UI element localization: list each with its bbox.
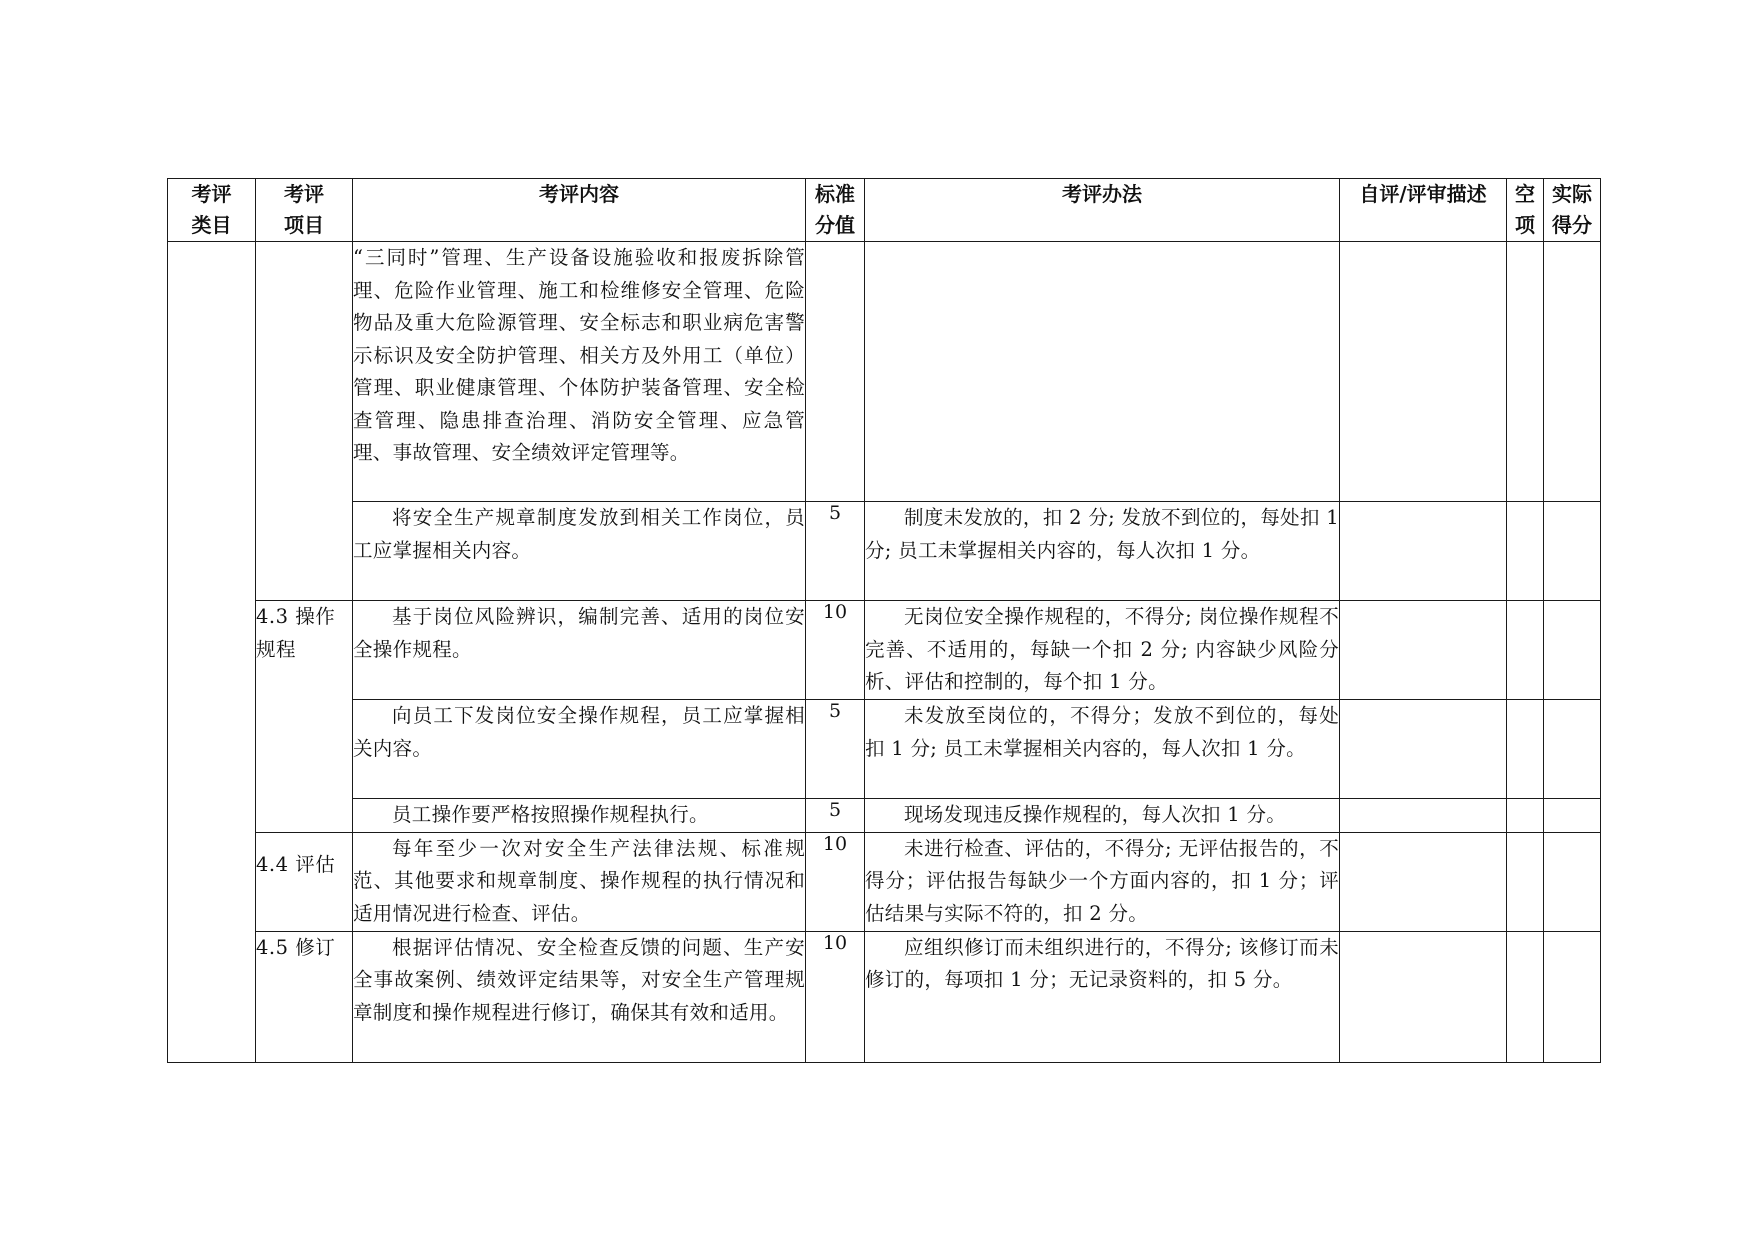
self-review-cell (1340, 700, 1507, 799)
actual-score-cell (1544, 700, 1601, 799)
table-row (168, 502, 1601, 601)
header-content: 考评内容 (353, 179, 806, 242)
method-cell: 未发放至岗位的，不得分；发放不到位的，每处扣 1 分; 员工未掌握相关内容的，每人次扣 1 分。 (865, 700, 1340, 799)
table-row (168, 931, 1601, 1062)
table-row (168, 601, 1601, 700)
score-cell: 5 (806, 700, 865, 799)
header-method: 考评办法 (865, 179, 1340, 242)
actual-score-cell (1544, 242, 1601, 502)
method-cell: 无岗位安全操作规程的，不得分; 岗位操作规程不完善、不适用的，每缺一个扣 2 分; 内容缺少风险分析、评估和控制的，每个扣 1 分。 (865, 601, 1340, 700)
project-cell: 4.3 操作规程 (256, 601, 353, 833)
content-cell: 向员工下发岗位安全操作规程，员工应掌握相关内容。 (353, 700, 806, 799)
content-cell: 基于岗位风险辨识，编制完善、适用的岗位安全操作规程。 (353, 601, 806, 700)
content-cell: “三同时”管理、生产设备设施验收和报废拆除管理、危险作业管理、施工和检维修安全管理、危险物品及重大危险源管理、安全标志和职业病危害警示标识及安全防护管理、相关方及外用工（单位）管理、职业健康管理、个体防护装备管理、安全检查管理、隐患排查治理、消防安全管理、应急管理、事故管理、安全绩效评定管理等。 (353, 242, 806, 502)
self-review-cell (1340, 242, 1507, 502)
table-row (168, 799, 1601, 833)
project-cell: 4.5 修订 (256, 931, 353, 1062)
header-item: 考评项目 (256, 179, 353, 242)
actual-score-cell (1544, 832, 1601, 931)
empty-item-cell (1507, 700, 1544, 799)
header-actual-score: 实际得分 (1544, 179, 1601, 242)
header-standard-score: 标准分值 (806, 179, 865, 242)
method-cell: 应组织修订而未组织进行的，不得分; 该修订而未修订的，每项扣 1 分；无记录资料的，扣 5 分。 (865, 931, 1340, 1062)
project-cell (256, 242, 353, 601)
score-cell: 5 (806, 799, 865, 833)
empty-item-cell (1507, 799, 1544, 833)
empty-item-cell (1507, 502, 1544, 601)
score-cell: 5 (806, 502, 865, 601)
table-row (168, 700, 1601, 799)
content-cell: 每年至少一次对安全生产法律法规、标准规范、其他要求和规章制度、操作规程的执行情况和适用情况进行检查、评估。 (353, 832, 806, 931)
table-row (168, 832, 1601, 931)
method-cell (865, 242, 1340, 502)
empty-item-cell (1507, 601, 1544, 700)
method-cell: 未进行检查、评估的，不得分; 无评估报告的，不得分；评估报告每缺少一个方面内容的，扣 1 分；评估结果与实际不符的，扣 2 分。 (865, 832, 1340, 931)
assessment-table (167, 178, 1601, 1063)
actual-score-cell (1544, 931, 1601, 1062)
self-review-cell (1340, 601, 1507, 700)
method-cell: 制度未发放的，扣 2 分; 发放不到位的，每处扣 1 分; 员工未掌握相关内容的，每人次扣 1 分。 (865, 502, 1340, 601)
score-cell: 10 (806, 832, 865, 931)
empty-item-cell (1507, 832, 1544, 931)
empty-item-cell (1507, 931, 1544, 1062)
header-empty-item: 空项 (1507, 179, 1544, 242)
self-review-cell (1340, 931, 1507, 1062)
actual-score-cell (1544, 601, 1601, 700)
content-cell: 将安全生产规章制度发放到相关工作岗位，员工应掌握相关内容。 (353, 502, 806, 601)
actual-score-cell (1544, 799, 1601, 833)
table-row (168, 242, 1601, 502)
header-self-review: 自评/评审描述 (1340, 179, 1507, 242)
actual-score-cell (1544, 502, 1601, 601)
project-cell: 4.4 评估 (256, 832, 353, 931)
category-cell (168, 242, 256, 1063)
self-review-cell (1340, 799, 1507, 833)
self-review-cell (1340, 502, 1507, 601)
header-category: 考评类目 (168, 179, 256, 242)
content-cell: 根据评估情况、安全检查反馈的问题、生产安全事故案例、绩效评定结果等，对安全生产管理规章制度和操作规程进行修订，确保其有效和适用。 (353, 931, 806, 1062)
header-row (168, 179, 1601, 242)
score-cell: 10 (806, 931, 865, 1062)
content-cell: 员工操作要严格按照操作规程执行。 (353, 799, 806, 833)
self-review-cell (1340, 832, 1507, 931)
empty-item-cell (1507, 242, 1544, 502)
method-cell: 现场发现违反操作规程的，每人次扣 1 分。 (865, 799, 1340, 833)
score-cell: 10 (806, 601, 865, 700)
score-cell (806, 242, 865, 502)
